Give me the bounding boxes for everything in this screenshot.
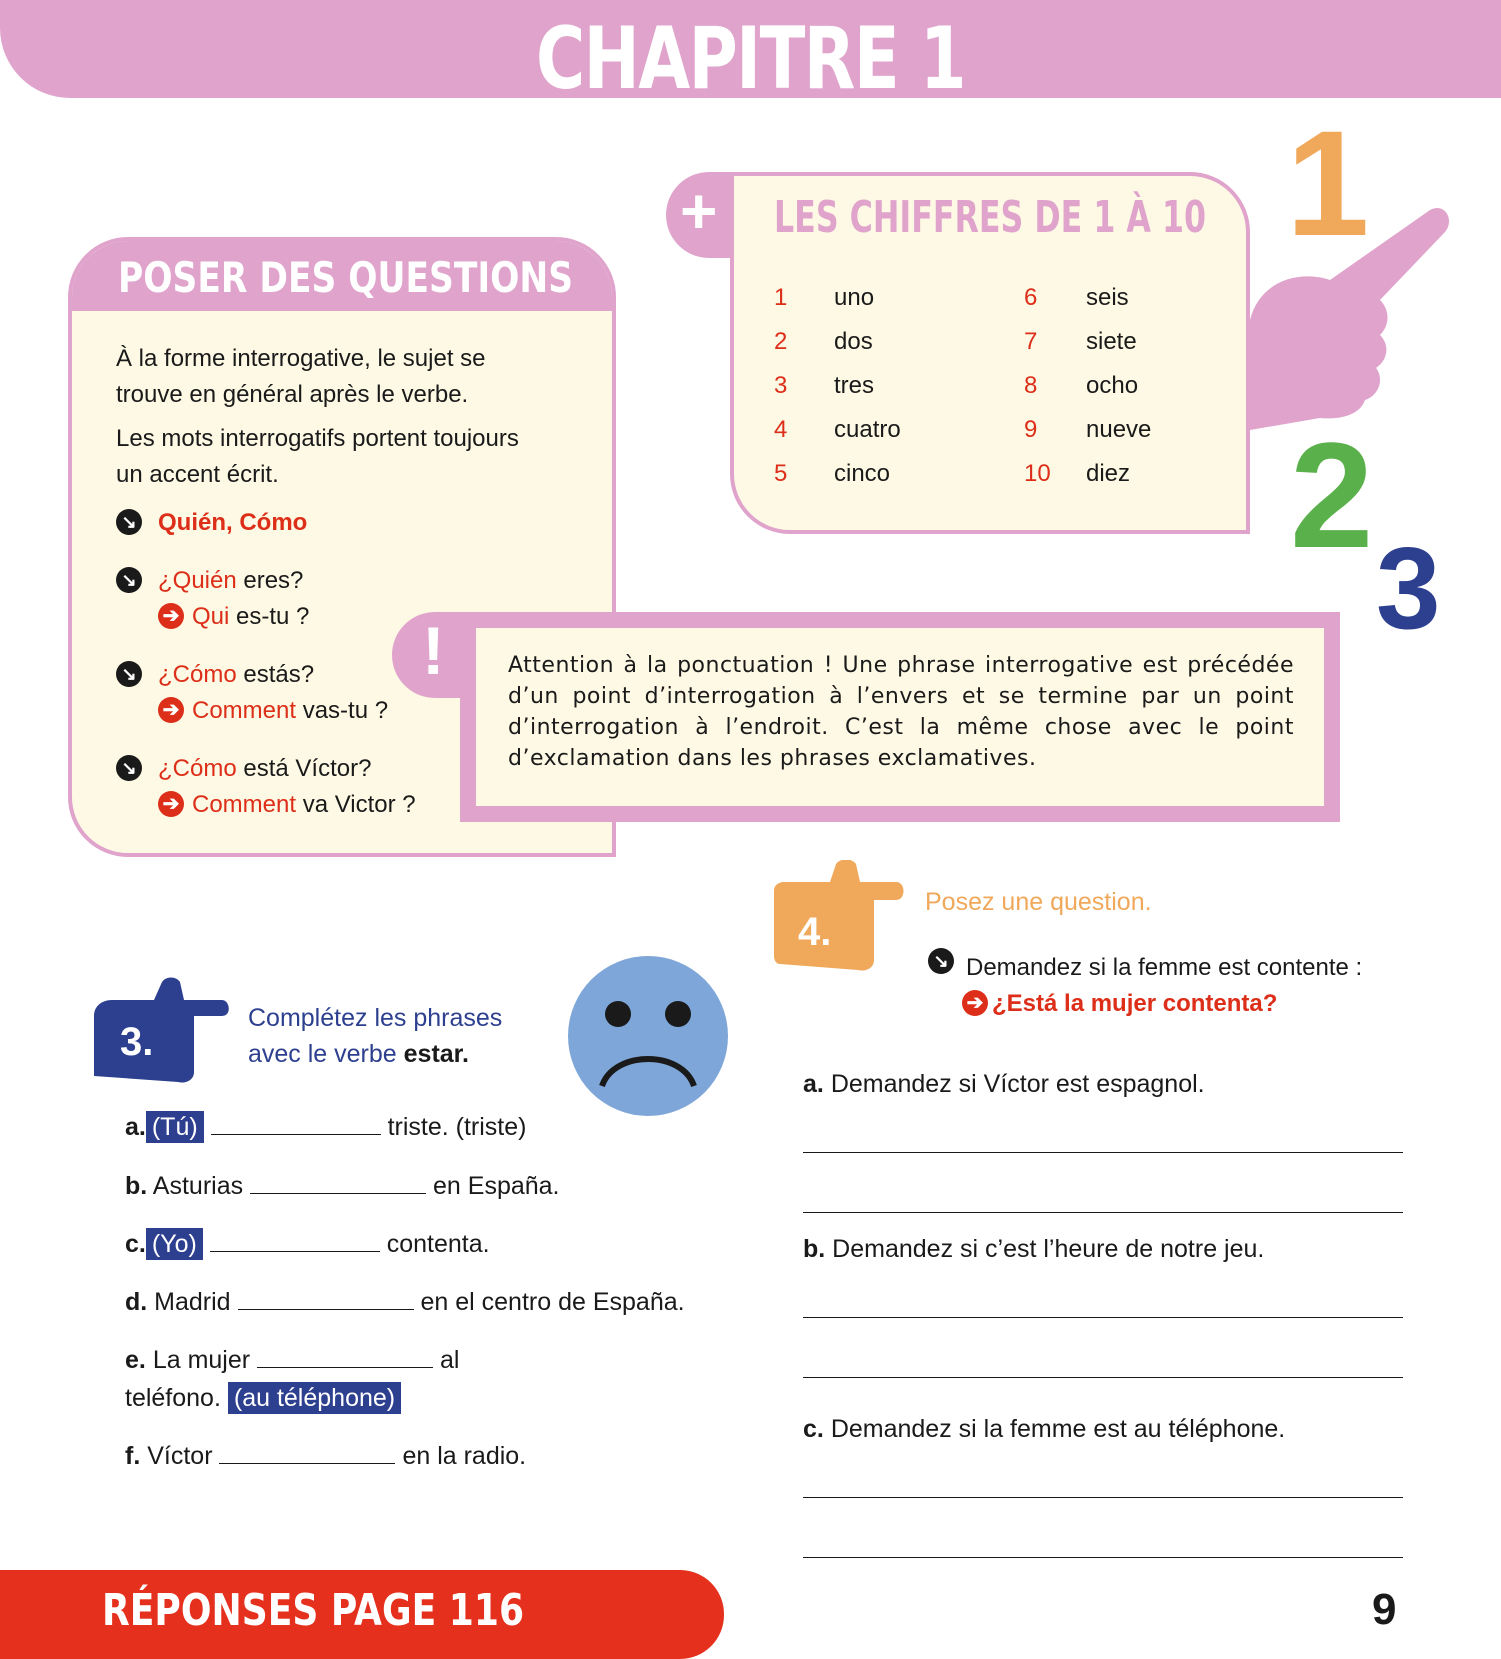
- deco-number-2: 2: [1290, 411, 1374, 579]
- number-digit: 2: [774, 328, 788, 355]
- example-2-es: ¿Cómo estás?: [158, 661, 315, 688]
- exercise-3-item-e: e. La mujer al: [125, 1346, 460, 1374]
- red-arrow-icon: ➔: [962, 990, 988, 1016]
- number-word: uno: [834, 284, 875, 311]
- number-digit: 1: [774, 284, 788, 311]
- sad-face-icon: [566, 954, 730, 1118]
- number-word: cuatro: [834, 416, 901, 443]
- example-2-fr: Comment vas-tu ?: [192, 697, 389, 724]
- example-1-fr: Qui es-tu ?: [192, 603, 310, 630]
- number-word: seis: [1086, 284, 1129, 311]
- example-3-es: ¿Cómo está Víctor?: [158, 755, 372, 782]
- blank-field[interactable]: [210, 1251, 380, 1252]
- blue-pointing-hand-icon: [94, 976, 232, 1084]
- number-word: ocho: [1086, 372, 1139, 399]
- answer-line[interactable]: [803, 1557, 1403, 1558]
- blank-field[interactable]: [250, 1193, 426, 1194]
- plus-icon: +: [680, 175, 718, 247]
- number-digit: 8: [1024, 372, 1038, 399]
- answer-line[interactable]: [803, 1497, 1403, 1498]
- number-digit: 10: [1024, 460, 1051, 487]
- example-3-fr: Comment va Victor ?: [192, 791, 416, 818]
- orange-pointing-hand-icon: [774, 860, 906, 972]
- exercise-4-title: Posez une question.: [925, 888, 1152, 916]
- exercise-3-number: 3.: [120, 1020, 154, 1064]
- number-word: tres: [834, 372, 875, 399]
- exercise-3-item-d: d. Madrid en el centro de España.: [125, 1288, 685, 1316]
- rule-line-1: À la forme interrogative, le sujet se: [116, 345, 486, 372]
- red-arrow-icon: ➔: [158, 603, 184, 629]
- exercise-3-item-c: c. (Yo) contenta.: [125, 1230, 490, 1258]
- rule-line-4: un accent écrit.: [116, 461, 279, 488]
- highlight-hint: (au téléphone): [228, 1382, 401, 1414]
- number-word: cinco: [834, 460, 891, 487]
- number-digit: 3: [774, 372, 788, 399]
- exercise-3-item-f: f. Víctor en la radio.: [125, 1442, 527, 1470]
- blank-field[interactable]: [211, 1134, 381, 1135]
- exercise-4-example-answer: ¿Está la mujer contenta?: [992, 990, 1278, 1017]
- exercise-3-title-line-2: avec le verbe estar.: [248, 1040, 469, 1068]
- exercise-3-item-b: b. Asturias en España.: [125, 1172, 560, 1200]
- attention-box: [460, 612, 1340, 822]
- red-arrow-icon: ➔: [158, 791, 184, 817]
- number-word: siete: [1086, 328, 1137, 355]
- deco-number-3: 3: [1376, 523, 1441, 653]
- blank-field[interactable]: [219, 1463, 395, 1464]
- bullet-arrow-icon: ↘: [116, 661, 142, 687]
- highlight-subject: (Tú): [146, 1111, 204, 1143]
- bullet-arrow-icon: ↘: [928, 948, 954, 974]
- exercise-4-item-c: c. Demandez si la femme est au téléphone.: [803, 1415, 1286, 1443]
- number-word: dos: [834, 328, 873, 355]
- number-word: diez: [1086, 460, 1131, 487]
- exercise-4-item-b: b. Demandez si c’est l’heure de notre jeu.: [803, 1235, 1265, 1263]
- number-digit: 9: [1024, 416, 1038, 443]
- bullet-arrow-icon: ↘: [116, 755, 142, 781]
- exercise-4-example: Demandez si la femme est contente :: [966, 954, 1363, 981]
- number-digit: 7: [1024, 328, 1038, 355]
- exercise-3-item-a: a. (Tú) triste. (triste): [125, 1113, 527, 1141]
- attention-text: Attention à la ponctuation ! Une phrase interrogative est précédée d’un point d’interrogation à l’envers et se termine par un point d’interrogation à l’endroit. C’est la même chose avec le point d’exclamation dans les phrases exclamatives.: [508, 653, 1294, 771]
- highlight-subject: (Yo): [146, 1228, 203, 1260]
- rule-line-3: Les mots interrogatifs portent toujours: [116, 425, 519, 452]
- exercise-3-item-e-cont: teléfono. (au téléphone): [125, 1384, 401, 1413]
- red-arrow-icon: ➔: [158, 697, 184, 723]
- answer-line[interactable]: [803, 1377, 1403, 1378]
- exercise-3-title: [248, 1000, 502, 1072]
- example-1-es: ¿Quién eres?: [158, 567, 304, 594]
- bullet-arrow-icon: ↘: [116, 567, 142, 593]
- questions-title: POSER DES QUESTIONS: [118, 253, 574, 302]
- bullet-arrow-icon: ↘: [116, 509, 142, 535]
- answers-reference: RÉPONSES PAGE 116: [102, 1585, 525, 1636]
- numbers-title: LES CHIFFRES DE 1 À 10: [774, 192, 1207, 243]
- deco-number-1: 1: [1286, 99, 1370, 267]
- page-number: 9: [1372, 1585, 1397, 1634]
- number-word: nueve: [1086, 416, 1152, 443]
- answer-line[interactable]: [803, 1152, 1403, 1153]
- exercise-4-number: 4.: [798, 910, 832, 954]
- blank-field[interactable]: [238, 1309, 414, 1310]
- interrogative-words: Quién, Cómo: [158, 509, 308, 536]
- answer-line[interactable]: [803, 1317, 1403, 1318]
- rule-line-2: trouve en général après le verbe.: [116, 381, 469, 408]
- number-digit: 5: [774, 460, 788, 487]
- answer-line[interactable]: [803, 1212, 1403, 1213]
- exercise-3-title-line-1: Complétez les phrases: [248, 1004, 503, 1032]
- number-digit: 4: [774, 416, 788, 443]
- exclamation-icon: !: [422, 613, 445, 689]
- chapter-title: CHAPITRE 1: [535, 9, 966, 109]
- exercise-4-item-a: a. Demandez si Víctor est espagnol.: [803, 1070, 1205, 1098]
- blank-field[interactable]: [257, 1367, 433, 1368]
- number-digit: 6: [1024, 284, 1038, 311]
- numbers-box: [730, 172, 1250, 534]
